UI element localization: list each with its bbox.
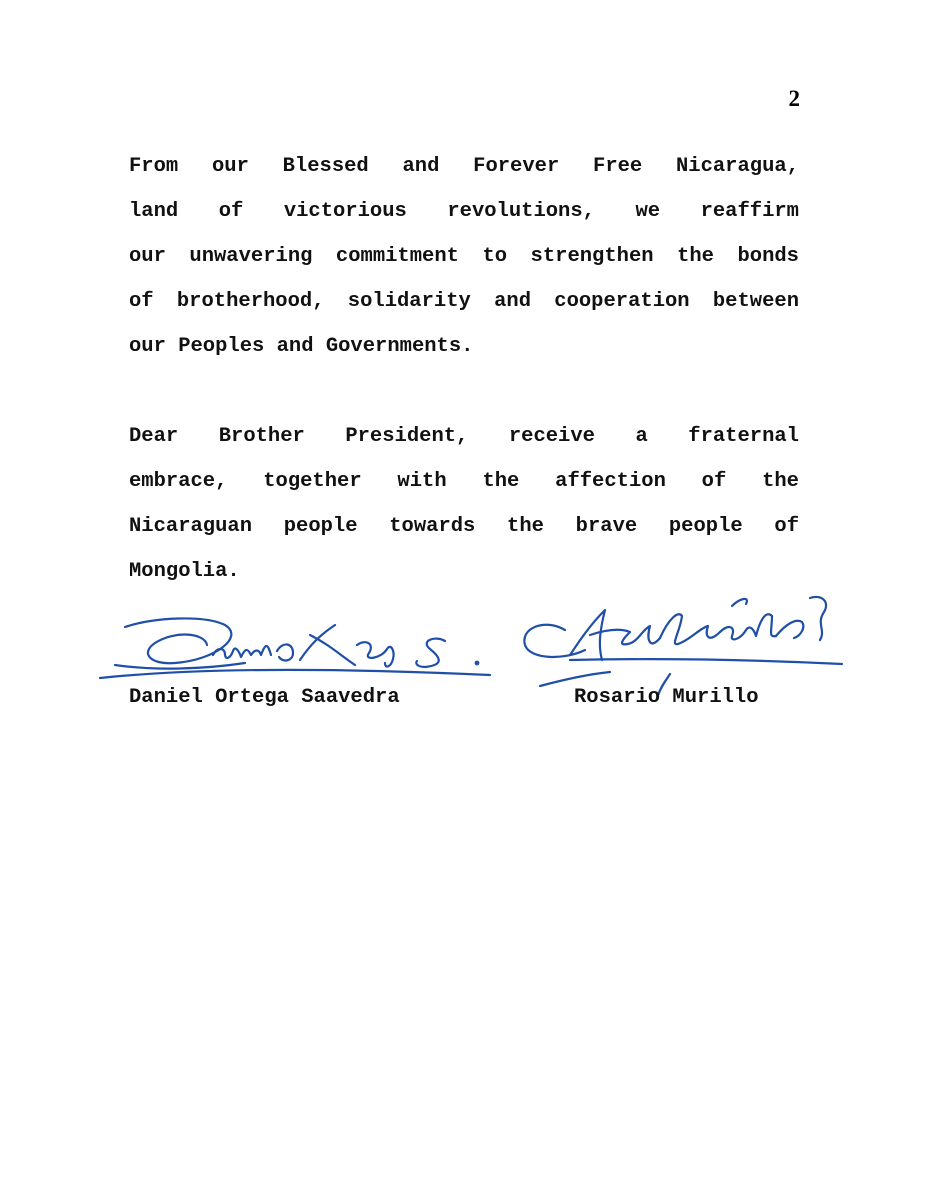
signatory-name-ortega: Daniel Ortega Saavedra bbox=[129, 686, 400, 709]
paragraph-line: land of victorious revolutions, we reaffirm bbox=[129, 200, 799, 223]
paragraph-line: our Peoples and Governments. bbox=[129, 335, 474, 358]
body-paragraph-2 bbox=[129, 414, 799, 594]
paragraph-line: embrace, together with the affection of the bbox=[129, 470, 799, 493]
signature-ortega bbox=[95, 605, 495, 695]
paragraph-line: Nicaraguan people towards the brave people of bbox=[129, 515, 799, 538]
paragraph-line: From our Blessed and Forever Free Nicaragua, bbox=[129, 155, 799, 178]
body-paragraph-1 bbox=[129, 144, 799, 369]
paragraph-line: Mongolia. bbox=[129, 560, 240, 583]
paragraph-line: our unwavering commitment to strengthen the bonds bbox=[129, 245, 799, 268]
signature-murillo bbox=[510, 580, 850, 695]
page-number: 2 bbox=[788, 86, 800, 111]
paragraph-line: of brotherhood, solidarity and cooperation between bbox=[129, 290, 799, 313]
signatory-name-murillo: Rosario Murillo bbox=[574, 686, 759, 709]
paragraph-line: Dear Brother President, receive a fraternal bbox=[129, 425, 799, 448]
